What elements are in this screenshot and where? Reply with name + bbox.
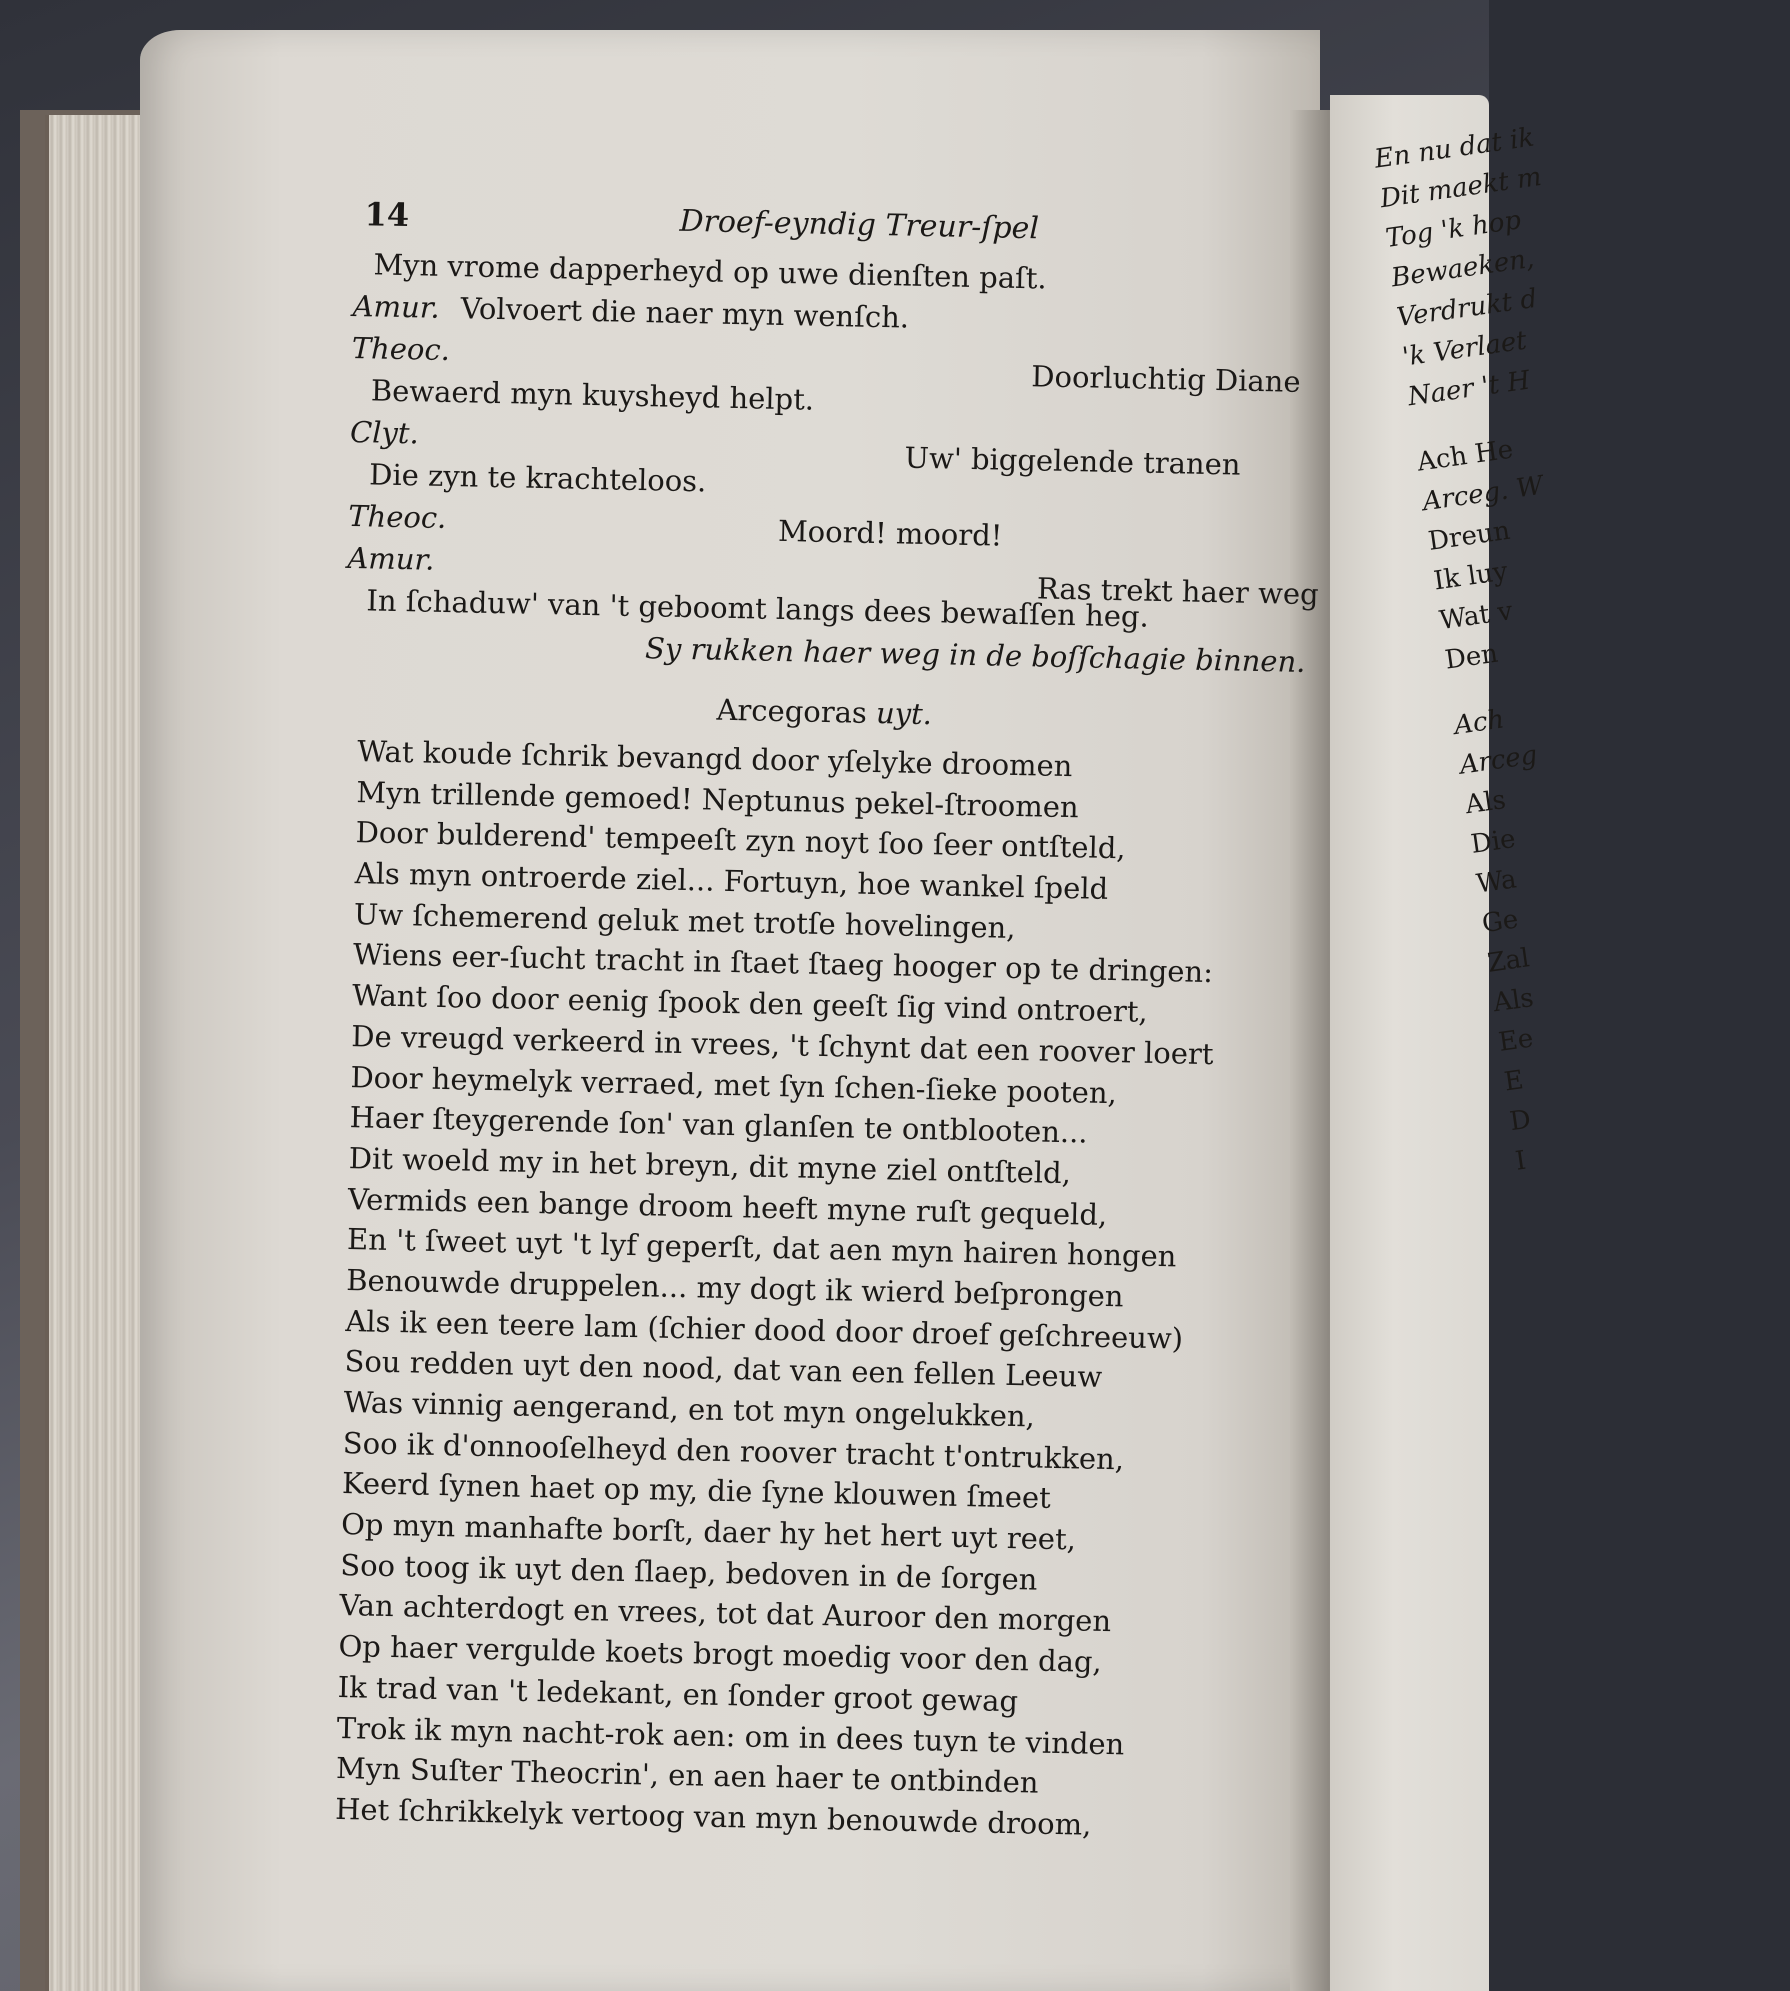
verse-line: Trok ik myn nacht-rok aen: om in dees tuyn te vinden: [336, 1710, 1125, 1761]
speaker-name: Amur.: [352, 288, 441, 325]
verse-line: Soo toog ik uyt den ſlaep, bedoven in de ſorgen: [339, 1547, 1038, 1597]
verse-line: En 't ſweet uyt 't lyf geperſt, dat aen myn hairen hongen: [346, 1222, 1177, 1274]
right-page-line: Wa: [1474, 864, 1519, 900]
dialogue-text: Moord! moord!: [777, 513, 1003, 553]
right-page-line: Als: [1463, 784, 1508, 821]
verse-line: Vermids een bange droom heeft myne ruſt gequeld,: [347, 1181, 1108, 1232]
dialogue-text: In ſchaduw' van 't geboomt langs dees bewaſſen heg.: [366, 583, 1150, 634]
dialogue-text: Myn vrome dapperheyd op uwe dienſten paſt.: [373, 247, 1048, 296]
verse-line: Door heymelyk verraed, met ſyn ſchen-ſieke pooten,: [350, 1059, 1118, 1110]
right-page-line: Ach He: [1415, 434, 1515, 478]
right-page-line: I: [1513, 1145, 1528, 1177]
page-number: 14: [364, 195, 410, 235]
right-page-line: Ach: [1452, 704, 1507, 742]
right-page-line: Den: [1443, 638, 1500, 676]
verse-line: Want ſoo door eenig ſpook den geeſt ſig vind ontroert,: [351, 978, 1149, 1029]
right-page-line: Arceg. W: [1420, 470, 1545, 518]
right-page-line: Bewaeken,: [1389, 243, 1536, 294]
dialogue-text: Die zyn te krachteloos.: [368, 457, 707, 499]
speaker-name: Theoc.: [351, 330, 451, 368]
verse-line: Haer ſteygerende ſon' van glanſen te ontblooten...: [349, 1100, 1088, 1150]
dialogue-text: Uw' biggelende tranen: [904, 440, 1241, 482]
right-page-line: Ik luy: [1431, 556, 1510, 597]
right-page-line: E: [1502, 1065, 1526, 1098]
right-page-line: Die: [1469, 824, 1518, 860]
dialogue-text: Volvoert die naer myn wenſch.: [460, 291, 910, 335]
dialogue-text: Doorluchtig Diane: [1030, 359, 1301, 399]
verse-line: Als myn ontroerde ziel... Fortuyn, hoe wankel ſpeld: [354, 856, 1109, 906]
verse-line: Wiens eer-ſucht tracht in ſtaet ſtaeg hooger op te dringen:: [352, 937, 1214, 990]
verse-line: Soo ik d'onnooſelheyd den roover tracht t'ontrukken,: [342, 1425, 1125, 1477]
dialogue-text: Bewaerd myn kuysheyd helpt.: [370, 373, 815, 417]
right-page-line: Dit maekt m: [1378, 161, 1544, 215]
dialogue-text: Ras trekt haer weg: [1036, 571, 1319, 612]
verse-line: Op myn manhafte borſt, daer hy het hert uyt reet,: [340, 1507, 1077, 1557]
speaker-name: Amur.: [347, 540, 435, 577]
verse-line: De vreugd verkeerd in vrees, 't ſchynt dat een roover loert: [351, 1018, 1214, 1071]
left-page-text: [319, 195, 1319, 1935]
right-page-line: Verdrukt d: [1394, 283, 1539, 334]
speaker-name: Clyt.: [349, 414, 420, 451]
verse-line: Uw ſchemerend geluk met trotſe hovelingen,: [353, 896, 1016, 945]
right-page-line: Naer 't H: [1406, 365, 1532, 413]
stage-direction: Sy rukken haer weg in de boſſchagie binnen.: [644, 631, 1306, 680]
entrance-word: uyt.: [875, 696, 933, 732]
verse-line: Myn trillende gemoed! Neptunus pekel-ſtroomen: [356, 774, 1080, 824]
verse-line: Myn Suſter Theocrin', en aen haer te ontbinden: [335, 1751, 1039, 1800]
verse-block: [321, 731, 1304, 1849]
right-page-line: En nu dat ik: [1372, 122, 1536, 175]
speaker-name: Theoc.: [347, 498, 447, 535]
right-page-line: Arceg: [1457, 740, 1540, 781]
verse-line: Sou redden uyt den nood, dat van een fellen Leeuw: [344, 1344, 1103, 1395]
verse-line: Dit woeld my in het breyn, dit myne ziel ontſteld,: [348, 1140, 1072, 1191]
right-page-line: Ge: [1480, 904, 1521, 940]
verse-line: Benouwde druppelen... my dogt ik wierd beſprongen: [345, 1262, 1124, 1314]
verse-line: Wat koude ſchrik bevangd door yſelyke droomen: [356, 734, 1073, 784]
verse-line: Door bulderend' tempeeſt zyn noyt ſoo ſeer ontſteld,: [355, 815, 1126, 866]
right-page-line: 'k Verlaet: [1400, 325, 1529, 373]
running-title: Droef-eyndig Treur-ſpel: [679, 203, 1040, 247]
right-page-line: D: [1507, 1104, 1533, 1138]
verse-line: Was vinnig aengerand, en tot myn ongelukken,: [343, 1385, 1036, 1434]
verse-line: Het ſchrikkelyk vertoog van myn benouwde droom,: [334, 1791, 1092, 1842]
right-page-line: Zal: [1485, 943, 1532, 979]
right-page-line: Ee: [1496, 1023, 1536, 1058]
right-page-line: Dreun: [1426, 515, 1512, 557]
verse-line: Op haer vergulde koets brogt moedig voor den dag,: [338, 1629, 1103, 1680]
entrance-name: Arcegoras: [716, 692, 868, 730]
verse-line: Keerd ſynen haet op my, die ſyne klouwen ſmeet: [341, 1466, 1052, 1516]
right-page-line: Wat v: [1437, 596, 1515, 637]
verse-line: Van achterdogt en vrees, tot dat Auroor den morgen: [339, 1588, 1112, 1639]
right-page-line: Als: [1491, 983, 1536, 1019]
right-page-line: Tog 'k hop: [1383, 205, 1523, 254]
verse-line: Als ik een teere lam (ſchier dood door droef geſchreeuw): [345, 1303, 1184, 1356]
verse-line: Ik trad van 't ledekant, en ſonder groot gewag: [337, 1669, 1019, 1719]
